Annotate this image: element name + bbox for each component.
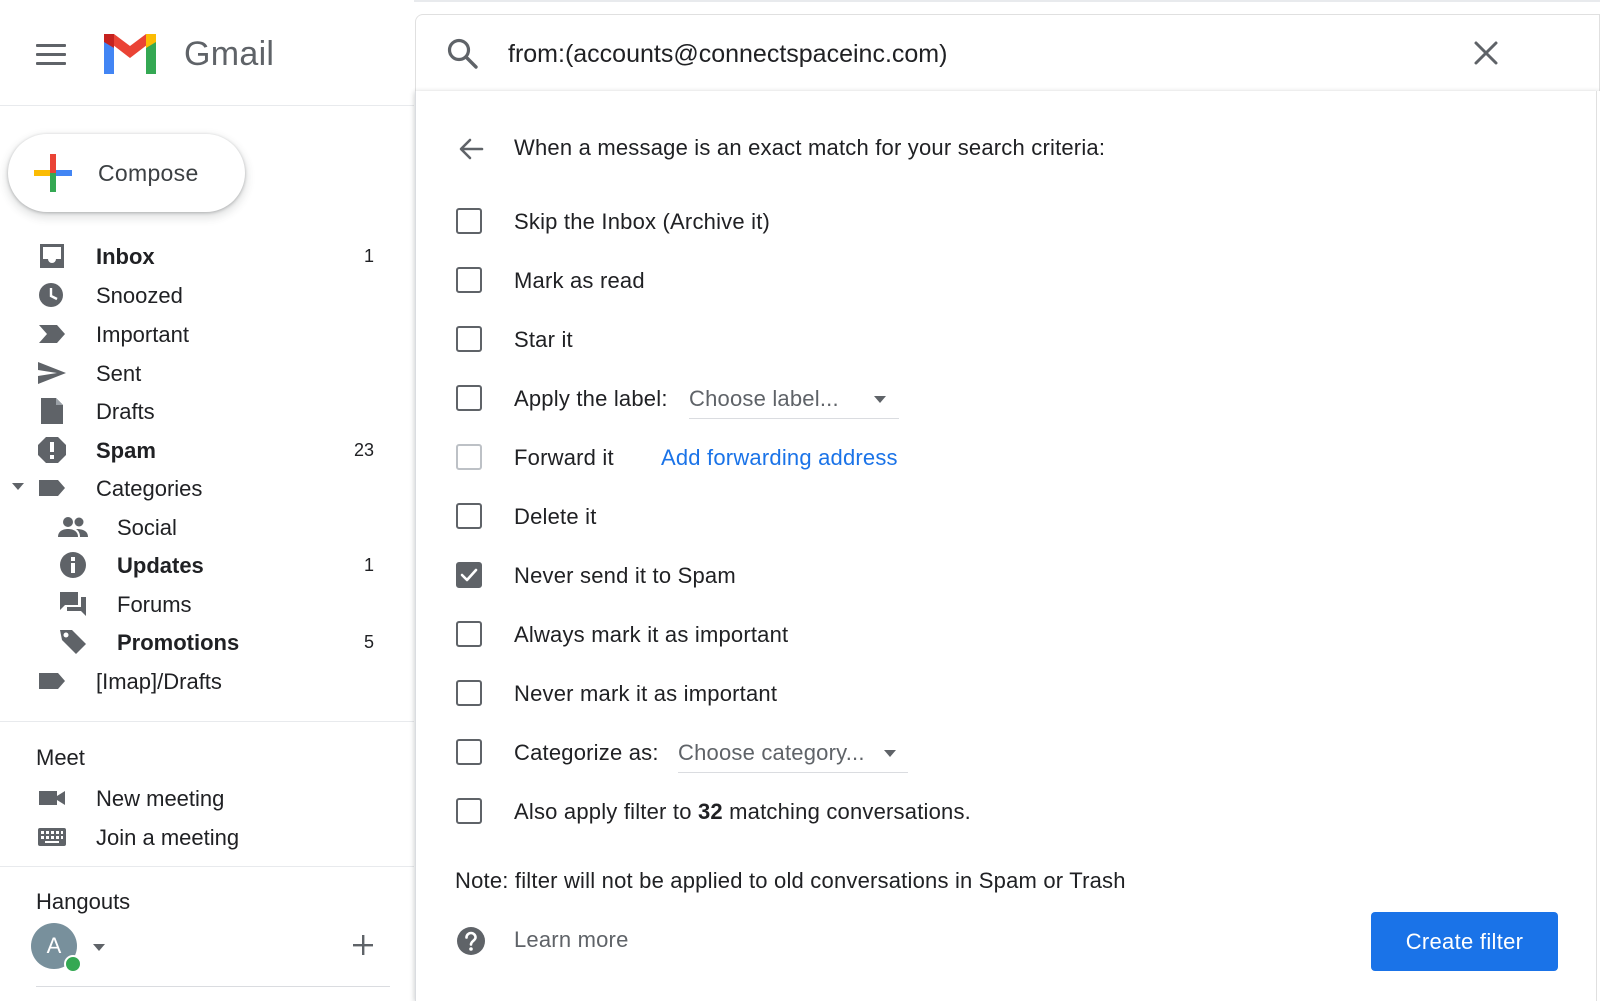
delete-checkbox[interactable] bbox=[456, 503, 482, 529]
sidebar-divider bbox=[0, 105, 414, 106]
label-icon bbox=[37, 474, 67, 502]
compose-label: Compose bbox=[98, 160, 199, 186]
add-contact-plus-icon[interactable] bbox=[350, 932, 376, 958]
sidebar-item-important[interactable] bbox=[0, 315, 414, 353]
sidebar-item-updates[interactable] bbox=[0, 546, 414, 584]
always-important-checkbox[interactable] bbox=[456, 621, 482, 647]
compose-plus-icon bbox=[32, 152, 74, 194]
sidebar-item-spam[interactable] bbox=[0, 431, 414, 469]
forward-checkbox[interactable] bbox=[456, 444, 482, 470]
arrow-back-icon[interactable] bbox=[456, 134, 486, 164]
categorize-checkbox[interactable] bbox=[456, 739, 482, 765]
option-label: Star it bbox=[514, 327, 573, 352]
sidebar-item-label: Inbox bbox=[96, 244, 155, 269]
close-icon[interactable] bbox=[1471, 38, 1501, 68]
sidebar-item-label: Important bbox=[96, 322, 189, 347]
option-label: Always mark it as important bbox=[514, 622, 789, 647]
presence-indicator bbox=[64, 955, 82, 973]
never-important-checkbox[interactable] bbox=[456, 680, 482, 706]
option-categorize bbox=[456, 735, 1156, 771]
star-checkbox[interactable] bbox=[456, 326, 482, 352]
unread-count: 1 bbox=[363, 555, 374, 575]
option-label: Skip the Inbox (Archive it) bbox=[514, 209, 771, 234]
brand-name: Gmail bbox=[184, 35, 275, 73]
sidebar-item-sent[interactable] bbox=[0, 354, 414, 392]
choose-category-select[interactable] bbox=[678, 735, 908, 773]
sidebar-item-drafts[interactable] bbox=[0, 392, 414, 430]
sidebar-divider bbox=[0, 866, 414, 867]
send-icon bbox=[37, 359, 67, 387]
sidebar-item-social[interactable] bbox=[0, 508, 414, 546]
hangouts-section-title: Hangouts bbox=[36, 889, 131, 914]
sidebar-item-label: Drafts bbox=[96, 399, 155, 424]
add-forwarding-address-link[interactable]: Add forwarding address bbox=[661, 445, 898, 470]
sidebar-item-categories[interactable] bbox=[0, 469, 414, 507]
tag-icon bbox=[58, 628, 88, 656]
also-apply-checkbox[interactable] bbox=[456, 798, 482, 824]
chevron-down-icon bbox=[874, 396, 886, 403]
info-icon bbox=[58, 551, 88, 579]
main-menu-button[interactable] bbox=[36, 42, 68, 68]
sidebar-item-label: Categories bbox=[96, 476, 203, 501]
choose-label-select[interactable] bbox=[689, 381, 899, 419]
apply-label-checkbox[interactable] bbox=[456, 385, 482, 411]
option-label: Categorize as: bbox=[514, 740, 659, 765]
sidebar-item-inbox[interactable] bbox=[0, 237, 414, 275]
search-bar bbox=[415, 14, 1600, 92]
hangouts-divider bbox=[36, 986, 390, 987]
keyboard-icon bbox=[37, 823, 67, 851]
option-label: Apply the label: bbox=[514, 386, 668, 411]
option-label: Never send it to Spam bbox=[514, 563, 736, 588]
never-spam-checkbox[interactable] bbox=[456, 562, 482, 588]
sidebar-item-label: Snoozed bbox=[96, 283, 183, 308]
option-label: Also apply filter to 32 matching conversations. bbox=[514, 799, 971, 824]
meet-item-label: Join a meeting bbox=[96, 825, 240, 850]
option-label: Mark as read bbox=[514, 268, 645, 293]
option-label: Forward it bbox=[514, 445, 614, 470]
meet-item-label: New meeting bbox=[96, 786, 225, 811]
filter-criteria-heading: When a message is an exact match for your search criteria: bbox=[514, 135, 1106, 160]
search-icon[interactable] bbox=[446, 37, 480, 71]
select-value: Choose category... bbox=[678, 740, 865, 765]
meet-section-title: Meet bbox=[36, 745, 85, 770]
collapse-caret-icon[interactable] bbox=[12, 483, 24, 490]
draft-icon bbox=[37, 397, 67, 425]
gmail-logo-icon[interactable] bbox=[100, 30, 160, 78]
sidebar-item-label: Sent bbox=[96, 361, 142, 386]
unread-count: 1 bbox=[363, 246, 374, 266]
sidebar-divider bbox=[0, 721, 414, 722]
new-meeting-button[interactable] bbox=[0, 779, 414, 817]
sidebar-item-forums[interactable] bbox=[0, 585, 414, 623]
sidebar-item-label: Promotions bbox=[117, 630, 240, 655]
help-icon[interactable] bbox=[456, 926, 486, 956]
mark-read-checkbox[interactable] bbox=[456, 267, 482, 293]
option-forward bbox=[456, 440, 1156, 476]
important-icon bbox=[37, 320, 67, 348]
sidebar-item-imap-drafts[interactable] bbox=[0, 662, 414, 700]
join-meeting-button[interactable] bbox=[0, 818, 414, 856]
skip-inbox-checkbox[interactable] bbox=[456, 208, 482, 234]
menu-icon bbox=[36, 44, 66, 47]
chevron-down-icon bbox=[884, 750, 896, 757]
video-camera-icon bbox=[37, 784, 67, 812]
avatar[interactable]: A bbox=[31, 923, 77, 969]
clock-icon bbox=[37, 281, 67, 309]
sidebar-item-promotions[interactable] bbox=[0, 623, 414, 661]
create-filter-button[interactable]: Create filter bbox=[1371, 912, 1558, 971]
select-value: Choose label... bbox=[689, 386, 839, 411]
panel-edge bbox=[1596, 91, 1600, 1001]
sidebar-item-label: Social bbox=[117, 515, 177, 540]
learn-more-link[interactable]: Learn more bbox=[514, 927, 629, 952]
sidebar-item-label: Updates bbox=[117, 553, 204, 578]
people-icon bbox=[58, 513, 88, 541]
sidebar-item-label: Spam bbox=[96, 438, 156, 463]
spam-icon bbox=[37, 436, 67, 464]
forum-icon bbox=[58, 590, 88, 618]
compose-button[interactable] bbox=[8, 134, 245, 212]
filter-note: Note: filter will not be applied to old conversations in Spam or Trash bbox=[455, 868, 1126, 893]
unread-count: 23 bbox=[353, 440, 374, 460]
inbox-icon bbox=[37, 242, 67, 270]
sidebar-item-label: [Imap]/Drafts bbox=[96, 669, 222, 694]
sidebar bbox=[0, 0, 414, 1001]
option-label: Delete it bbox=[514, 504, 597, 529]
matching-count: 32 bbox=[697, 799, 723, 824]
search-input[interactable] bbox=[508, 37, 1408, 71]
checkmark-icon bbox=[459, 565, 479, 585]
option-also-apply bbox=[456, 794, 1156, 830]
hangouts-status-dropdown[interactable] bbox=[93, 944, 105, 951]
sidebar-item-label: Forums bbox=[117, 592, 192, 617]
option-apply-label bbox=[456, 381, 1156, 417]
option-label: Never mark it as important bbox=[514, 681, 778, 706]
sidebar-item-snoozed[interactable] bbox=[0, 276, 414, 314]
label-icon bbox=[37, 667, 67, 695]
unread-count: 5 bbox=[363, 632, 374, 652]
